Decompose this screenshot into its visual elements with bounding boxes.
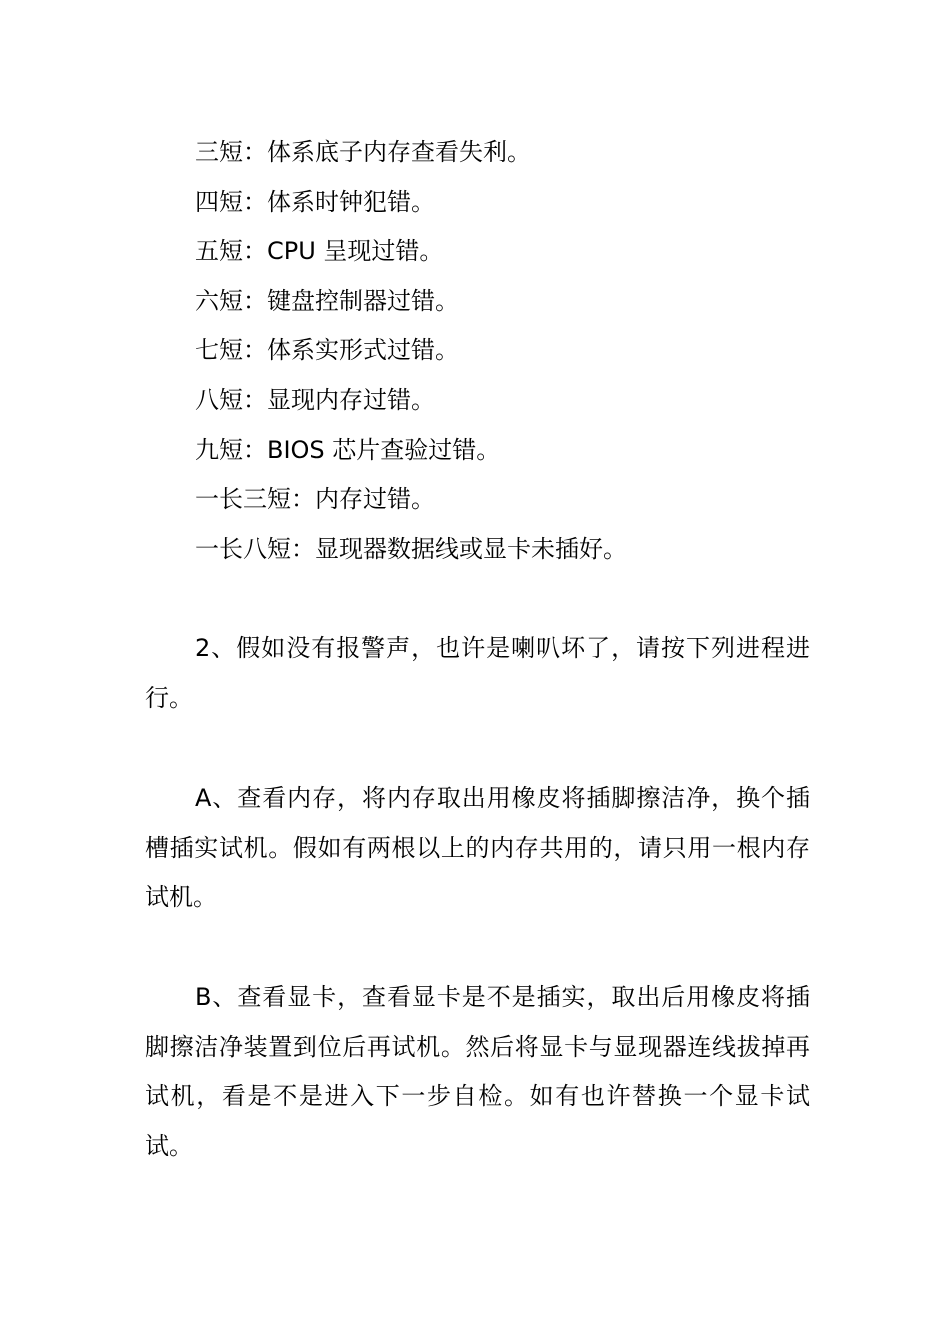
paragraph-no-alarm: 2、假如没有报警声，也许是喇叭坏了，请按下列进程进行。: [145, 634, 810, 712]
paragraph-gpu-check: B、查看显卡，查看显卡是不是插实，取出后用橡皮将插脚擦洁净装置到位后再试机。然后将显卡与显现器连线拔掉再试机，看是不是进入下一步自检。如有也许替换一个显卡试试。: [145, 983, 810, 1160]
beep-code-four-short: 四短：体系时钟犯错。: [195, 187, 435, 216]
beep-code-three-short: 三短：体系底子内存查看失利。: [195, 138, 531, 166]
beep-code-nine-short: 九短：BIOS 芯片查验过错。: [195, 435, 501, 464]
beep-code-one-long-three-short: 一长三短：内存过错。: [195, 485, 435, 514]
beep-code-eight-short: 八短：显现内存过错。: [195, 385, 435, 414]
beep-code-list: [195, 128, 627, 574]
beep-code-seven-short: 七短：体系实形式过错。: [195, 336, 459, 365]
paragraph-memory-check: A、查看内存，将内存取出用橡皮将插脚擦洁净，换个插槽插实试机。假如有两根以上的内存共用的，请只用一根内存试机。: [145, 784, 810, 912]
beep-code-one-long-eight-short: 一长八短：显现器数据线或显卡未插好。: [195, 534, 627, 563]
beep-code-six-short: 六短：键盘控制器过错。: [195, 286, 459, 315]
beep-code-five-short: 五短：CPU 呈现过错。: [195, 237, 444, 266]
